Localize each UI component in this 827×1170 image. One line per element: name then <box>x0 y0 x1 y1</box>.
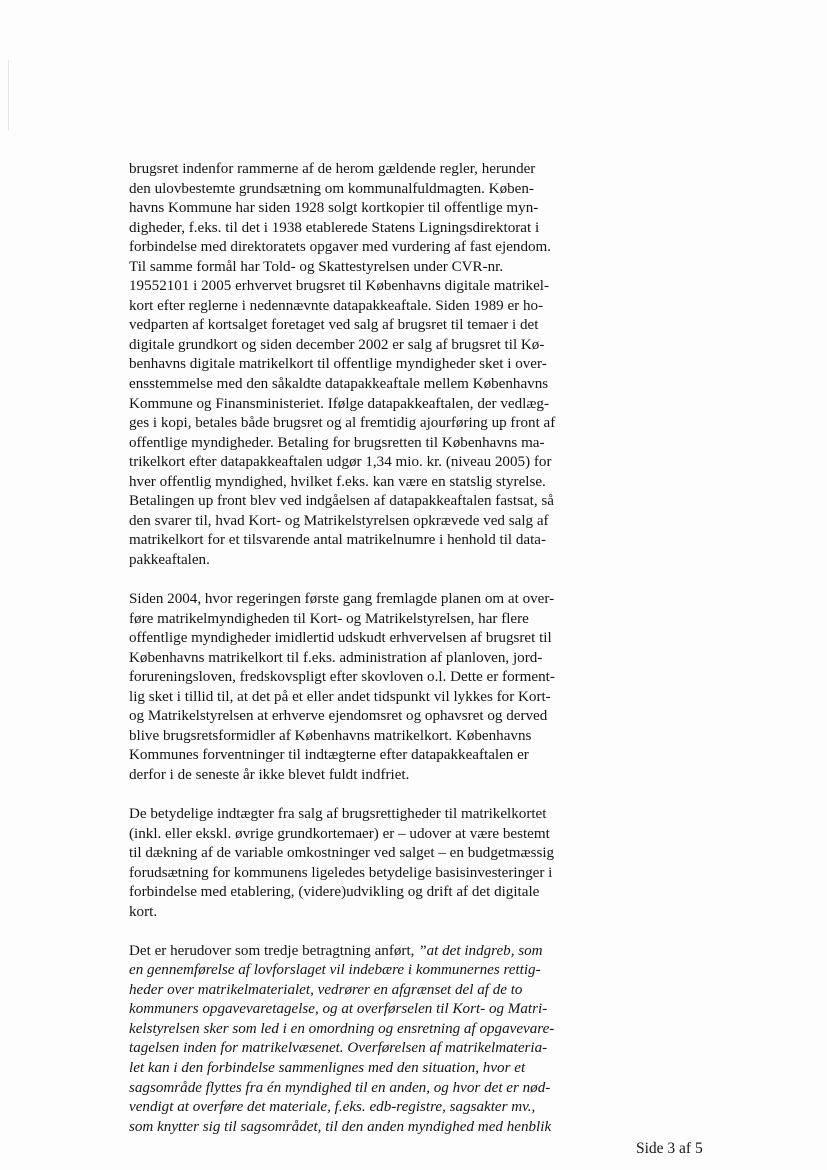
page-number: Side 3 af 5 <box>636 1140 703 1157</box>
text-line <box>129 981 609 1001</box>
text-line: derfor i de seneste år ikke blevet fuldt indfriet. <box>129 766 410 783</box>
italic-quote-run: heder over matrikelmaterialet, vedrører en afgrænset del af de to <box>129 981 523 998</box>
italic-quote-run: let kan i den forbindelse sammenlignes med den situation, hvor et <box>129 1060 526 1077</box>
text-line: matrikelkort for et tilsvarende antal matrikelnumre i henhold til data- <box>129 532 547 549</box>
text-line: trikelkort efter datapakkeaftalen udgør 1,34 mio. kr. (niveau 2005) for <box>129 454 552 471</box>
text-line: digitale grundkort og siden december 2002 er salg af brugsret til Kø- <box>129 336 545 353</box>
text-line: 19552101 i 2005 erhvervet brugsret til Københavns digitale matrikel- <box>129 278 550 295</box>
italic-quote-run: sagsområde flyttes fra én myndighed til en anden, og hvor det er nød- <box>129 1079 551 1096</box>
text-line <box>129 1059 609 1079</box>
text-line: forudsætning for kommunens ligeledes betydelige basisinvesteringer i <box>129 864 553 881</box>
italic-quote-run: ”at det indgreb, som <box>418 942 543 959</box>
text-line: digheder, f.eks. til det i 1938 etablerede Statens Ligningsdirektorat i <box>129 219 540 236</box>
text-line <box>129 942 609 962</box>
text-line: Kommunes forventninger til indtægterne efter datapakkeaftalen er <box>129 747 529 764</box>
text-line: Københavns matrikelkort til f.eks. administration af planloven, jord- <box>129 649 543 666</box>
text-line: forbindelse med etablering, (videre)udvikling og drift af det digitale <box>129 884 540 901</box>
text-line: forbindelse med direktoratets opgaver med vurdering af fast ejendom. <box>129 239 552 256</box>
text-line: til dækning af de variable omkostninger ved salget – en budgetmæssig <box>129 845 555 862</box>
text-line <box>129 1098 609 1118</box>
text-run: Det er herudover som tredje betragtning anført, <box>129 942 419 959</box>
text-line: kort efter reglerne i nedennævnte datapakkeaftale. Siden 1989 er ho- <box>129 297 544 314</box>
text-line: Kommune og Finansministeriet. Ifølge datapakkeaftalen, der vedlæg- <box>129 395 549 412</box>
text-line: Til samme formål har Told- og Skattestyrelsen under CVR-nr. <box>129 258 504 275</box>
italic-quote-run: tagelsen inden for matrikelvæsenet. Overførelsen af matrikelmateria- <box>129 1040 548 1057</box>
italic-quote-run: en gennemførelse af lovforslaget vil indebære i kommunernes rettig- <box>129 962 541 979</box>
body-text <box>129 160 609 1137</box>
text-line: (inkl. eller ekskl. øvrige grundkortemaer) er – udover at være bestemt <box>129 825 550 842</box>
paragraph <box>129 160 609 570</box>
italic-quote-run: kelstyrelsen sker som led i en omordning og ensretning af opgavevare- <box>129 1020 555 1037</box>
text-line <box>129 1000 609 1020</box>
text-line: benhavns digitale matrikelkort til offentlige myndigheder sket i over- <box>129 356 547 373</box>
text-line: den svarer til, hvad Kort- og Matrikelstyrelsen opkrævede ved salg af <box>129 512 549 529</box>
text-line: lig sket i tillid til, at det på et eller andet tidspunkt vil lykkes for Kort- <box>129 688 551 705</box>
paragraph <box>129 590 609 785</box>
text-line: føre matrikelmyndigheden til Kort- og Matrikelstyrelsen, har flere <box>129 610 529 627</box>
text-line <box>129 1039 609 1059</box>
paragraph <box>129 942 609 1137</box>
scan-edge-mark <box>8 60 9 130</box>
text-line <box>129 961 609 981</box>
italic-quote-run: som knytter sig til sagsområdet, til den anden myndighed med henblik <box>129 1118 552 1135</box>
text-line: ensstemmelse med den såkaldte datapakkeaftale mellem Københavns <box>129 376 549 393</box>
text-line: vedparten af kortsalget foretaget ved salg af brugsret til temaer i det <box>129 317 539 334</box>
text-line: og Matrikelstyrelsen at erhverve ejendomsret og ophavsret og derved <box>129 708 548 725</box>
text-line <box>129 1079 609 1099</box>
text-line: De betydelige indtægter fra salg af brugsrettigheder til matrikelkortet <box>129 805 547 822</box>
text-line: forureningsloven, fredskovspligt efter skovloven o.l. Dette er forment- <box>129 669 555 686</box>
text-line: blive brugsretsformidler af Københavns matrikelkort. Københavns <box>129 727 532 744</box>
text-line <box>129 1020 609 1040</box>
text-line: kort. <box>129 903 158 920</box>
text-line: brugsret indenfor rammerne af de herom gældende regler, herunder <box>129 161 536 177</box>
text-line: pakkeaftalen. <box>129 551 210 568</box>
text-line: havns Kommune har siden 1928 solgt kortkopier til offentlige myn- <box>129 200 539 217</box>
text-line: ges i kopi, betales både brugsret og al fremtidig ajourføring up front af <box>129 415 556 432</box>
italic-quote-run: kommuners opgavevaretagelse, og at overførselen til Kort- og Matri- <box>129 1001 548 1018</box>
text-line: den ulovbestemte grundsætning om kommunalfuldmagten. Køben- <box>129 180 534 197</box>
text-line: Siden 2004, hvor regeringen første gang fremlagde planen om at over- <box>129 590 555 607</box>
text-line <box>129 1118 609 1138</box>
text-line: Betalingen up front blev ved indgåelsen af datapakkeaftalen fastsat, så <box>129 493 554 510</box>
text-line: hver offentlig myndighed, hvilket f.eks. kan være en statslig styrelse. <box>129 473 546 490</box>
text-line: offentlige myndigheder imidlertid udskudt erhvervelsen af brugsret til <box>129 630 552 647</box>
italic-quote-run: vendigt at overføre det materiale, f.eks. edb-registre, sagsakter mv., <box>129 1099 536 1116</box>
text-line: offentlige myndigheder. Betaling for brugsretten til Københavns ma- <box>129 434 545 451</box>
paragraph <box>129 805 609 922</box>
